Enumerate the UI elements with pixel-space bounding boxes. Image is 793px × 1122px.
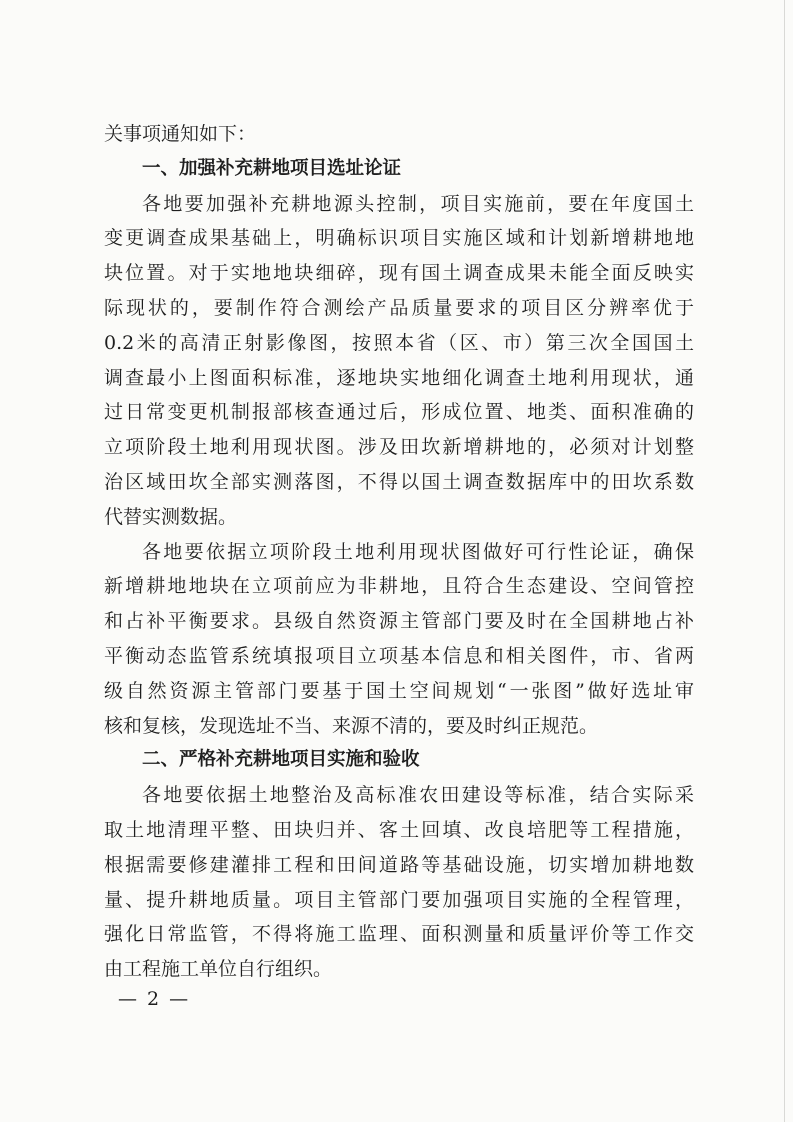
paragraph-text: 新增耕地地块在立项前应为非耕地，且符合生态建设、空间管控 [104, 575, 694, 598]
paragraph-text: 强化日常监管，不得将施工监理、面积测量和质量评价等工作交 [104, 923, 694, 946]
paragraph-text: 关事项通知如下： [104, 123, 257, 145]
paragraph-line [104, 917, 694, 952]
paragraph-line [104, 326, 694, 361]
paragraph-line [104, 709, 694, 744]
paragraph-line [104, 430, 694, 465]
section-heading-text: 二、严格补充耕地项目实施和验收 [142, 749, 420, 771]
paragraph-text: 治区域田坎全部实测落图，不得以国土调查数据库中的田坎系数 [104, 470, 694, 493]
paragraph-text: 块位置。对于实地地块细碎，现有国土调查成果未能全面反映实 [104, 262, 694, 285]
paragraph-text: 各地要依据立项阶段土地利用现状图做好可行性论证，确保 [142, 540, 694, 563]
paragraph-text: 和占补平衡要求。县级自然资源主管部门要及时在全国耕地占补 [104, 610, 694, 633]
paragraph-text: 平衡动态监管系统填报项目立项基本信息和相关图件，市、省两 [104, 644, 694, 667]
paragraph-text: 过日常变更机制报部核查通过后，形成位置、地类、面积准确的 [104, 401, 694, 424]
paragraph-line [104, 361, 694, 396]
paragraph-text: 根据需要修建灌排工程和田间道路等基础设施，切实增加耕地数 [104, 853, 694, 876]
paragraph-text: 代替实测数据。 [104, 505, 238, 528]
section-heading [104, 152, 694, 187]
paragraph-line [104, 569, 694, 604]
paragraph-text: 0.2米的高清正射影像图，按照本省（区、市）第三次全国国土 [104, 331, 694, 354]
paragraph-line [104, 813, 694, 848]
paragraph-line [104, 117, 694, 152]
scan-edge [784, 0, 785, 1122]
paragraph-line [104, 500, 694, 535]
paragraph-text: 量、提升耕地质量。项目主管部门要加强项目实施的全程管理， [104, 888, 694, 911]
paragraph-line [104, 639, 694, 674]
paragraph-text: 各地要依据土地整治及高标准农田建设等标准，结合实际采 [142, 784, 694, 807]
paragraph-first-line [104, 778, 694, 813]
paragraph-text: 核和复核，发现选址不当、来源不清的，要及时纠正规范。 [104, 714, 599, 737]
paragraph-text: 变更调查成果基础上，明确标识项目实施区域和计划新增耕地地 [104, 227, 694, 250]
paragraph-text: 各地要加强补充耕地源头控制，项目实施前，要在年度国土 [142, 192, 694, 215]
paragraph-line [104, 604, 694, 639]
paragraph-line [104, 952, 694, 987]
paragraph-line [104, 848, 694, 883]
paragraph-line [104, 221, 694, 256]
paragraph-text: 级自然资源主管部门要基于国土空间规划“一张图”做好选址审 [104, 679, 694, 702]
paragraph-first-line [104, 535, 694, 570]
paragraph-text: 立项阶段土地利用现状图。涉及田坎新增耕地的，必须对计划整 [104, 436, 694, 459]
paragraph-line [104, 465, 694, 500]
paragraph-line [104, 674, 694, 709]
paragraph-text: 由工程施工单位自行组织。 [104, 958, 333, 981]
section-heading [104, 743, 694, 778]
paragraph-line [104, 883, 694, 918]
paragraph-text: 际现状的，要制作符合测绘产品质量要求的项目区分辨率优于 [104, 296, 694, 319]
paragraph-line [104, 291, 694, 326]
paragraph-line [104, 256, 694, 291]
page-number: — 2 — [118, 988, 191, 1010]
paragraph-text: 取土地清理平整、田块归并、客土回填、改良培肥等工程措施， [104, 818, 694, 841]
paragraph-first-line [104, 187, 694, 222]
paragraph-text: 调查最小上图面积标准，逐地块实地细化调查土地利用现状，通 [104, 366, 694, 389]
section-heading-text: 一、加强补充耕地项目选址论证 [142, 157, 402, 179]
document-body [104, 117, 694, 987]
paragraph-line [104, 395, 694, 430]
